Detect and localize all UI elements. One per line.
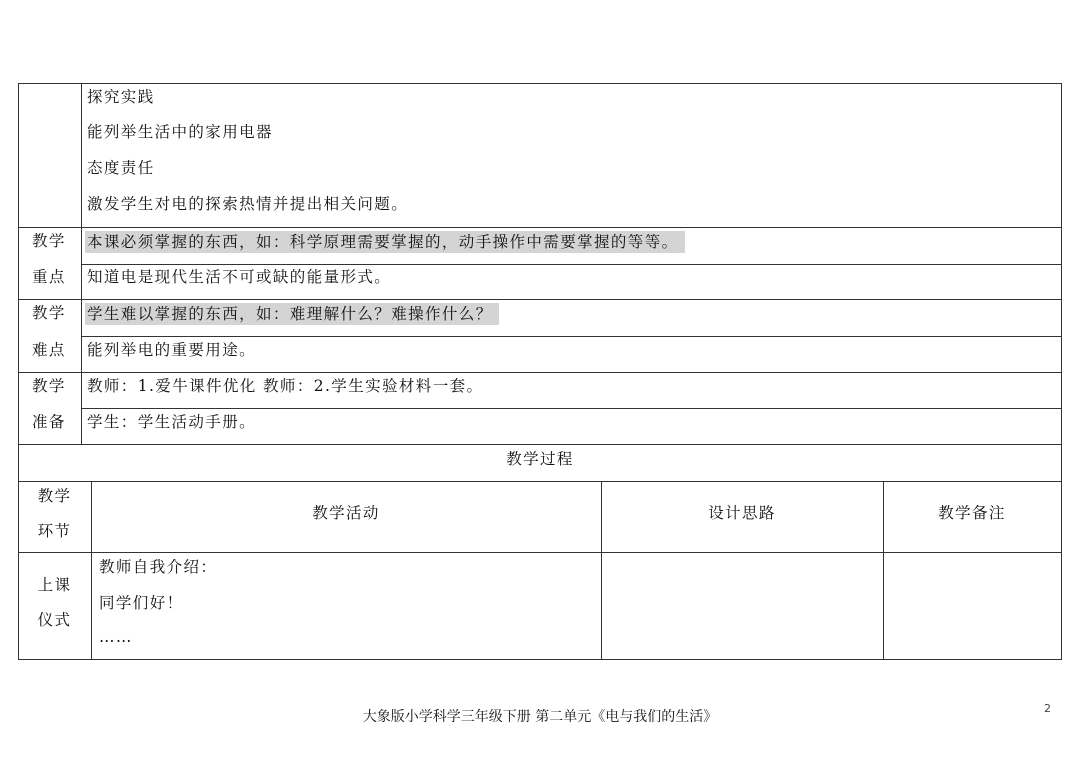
activity-line: 教师自我介绍： [99, 558, 218, 576]
table-rule [18, 444, 1062, 445]
stage-cell: 上课 [37, 576, 72, 594]
key-points-label: 教学 [32, 232, 66, 250]
difficulties-label: 难点 [32, 341, 66, 359]
table-rule [18, 552, 1062, 553]
key-points-hint: 本课必须掌握的东西，如：科学原理需要掌握的，动手操作中需要掌握的等等。 [85, 231, 685, 253]
activity-header: 教学活动 [312, 504, 380, 522]
table-rule [18, 83, 19, 660]
design-header: 设计思路 [708, 504, 776, 522]
process-title: 教学过程 [506, 450, 574, 468]
key-points-content: 知道电是现代生活不可或缺的能量形式。 [87, 268, 392, 286]
table-rule [18, 227, 1062, 228]
objective-heading-attitude: 态度责任 [87, 159, 155, 177]
difficulties-hint: 学生难以掌握的东西，如：难理解什么？难操作什么？ [85, 303, 499, 325]
key-points-label: 重点 [32, 268, 66, 286]
preparation-student: 学生：学生活动手册。 [87, 413, 257, 431]
table-rule [18, 481, 1062, 482]
table-rule [18, 83, 1062, 84]
objective-attitude-text: 激发学生对电的探索热情并提出相关问题。 [87, 195, 409, 213]
preparation-label: 教学 [32, 377, 66, 395]
table-rule [81, 83, 82, 445]
notes-header: 教学备注 [938, 504, 1006, 522]
difficulties-label: 教学 [32, 304, 66, 322]
page-number: 2 [1044, 702, 1051, 715]
table-rule [81, 336, 1062, 337]
table-rule [81, 264, 1062, 265]
table-rule [81, 408, 1062, 409]
stage-cell: 仪式 [37, 611, 72, 629]
activity-line: 同学们好！ [99, 594, 184, 612]
stage-header: 环节 [37, 522, 72, 540]
table-rule [1061, 83, 1062, 660]
table-rule [18, 299, 1062, 300]
activity-line: …… [99, 628, 133, 646]
difficulties-content: 能列举电的重要用途。 [87, 341, 257, 359]
objective-practice-text: 能列举生活中的家用电器 [87, 123, 273, 141]
table-rule [18, 372, 1062, 373]
table-rule [18, 659, 1062, 660]
preparation-label: 准备 [32, 413, 66, 431]
objective-heading-practice: 探究实践 [87, 88, 155, 106]
preparation-teacher: 教师：1.爱牛课件优化 教师：2.学生实验材料一套。 [87, 377, 484, 395]
stage-header: 教学 [37, 487, 72, 505]
page-footer: 大象版小学科学三年级下册 第二单元《电与我们的生活》 [362, 709, 718, 725]
